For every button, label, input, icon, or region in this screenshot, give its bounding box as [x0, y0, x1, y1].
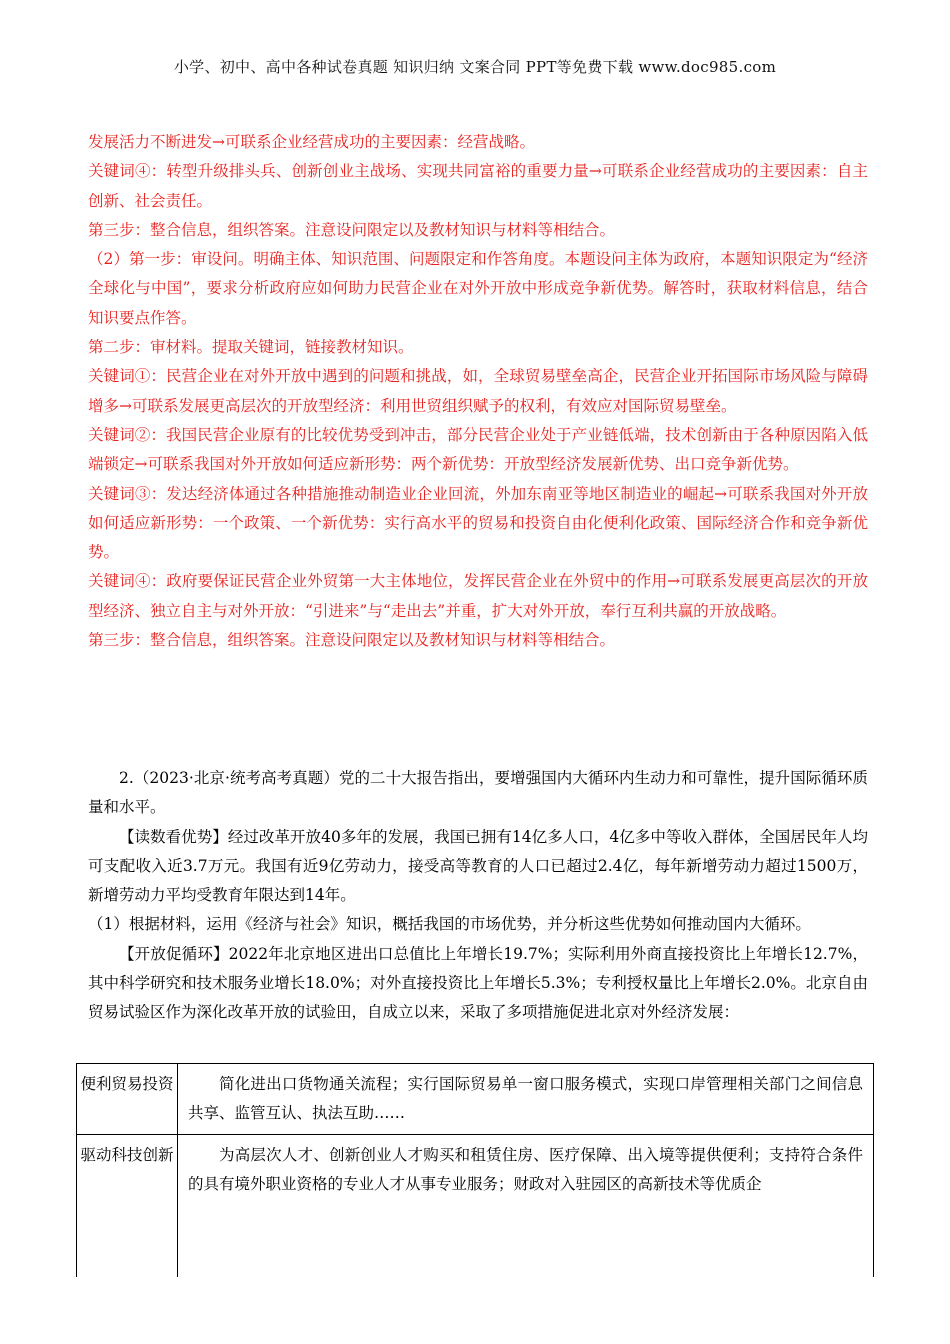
analysis-line: （2）第一步：审设问。明确主体、知识范围、问题限定和作答角度。本题设问主体为政府，本题知识限定为“经济全球化与中国”，要求分析政府应如何助力民营企业在对外开放中形成竞争新优势。解答时，获取材料信息，结合知识要点作答。 [88, 250, 868, 327]
table-row [77, 1135, 874, 1277]
analysis-line: 关键词④：转型升级排头兵、创新创业主战场、实现共同富裕的重要力量→可联系企业经营成功的主要因素：自主创新、社会责任。 [88, 162, 868, 210]
analysis-line: 发展活力不断进发→可联系企业经营成功的主要因素：经营战略。 [88, 133, 535, 151]
analysis-line: 第二步：审材料。提取关键词，链接教材知识。 [88, 338, 414, 357]
question-intro: 2.（2023·北京·统考高考真题）党的二十大报告指出，要增强国内大循环内生动力和可靠性，提升国际循环质量和水平。 [88, 769, 868, 817]
page-header: 小学、初中、高中各种试卷真题 知识归纳 文案合同 PPT等免费下载 www.doc985.com [173, 58, 777, 76]
row-label: 驱动科技创新 [77, 1135, 178, 1277]
analysis-line: 关键词②：我国民营企业原有的比较优势受到冲击，部分民营企业处于产业链低端，技术创新由于各种原因陷入低端锁定→可联系我国对外开放如何适应新形势：两个新优势：开放型经济发展新优势、出口竞争新优势。 [88, 425, 868, 474]
row-label: 便利贸易投资 [77, 1064, 178, 1135]
question-2 [88, 764, 868, 1028]
material-paragraph-2: 【开放促循环】2022年北京地区进出口总值比上年增长19.7%；实际利用外商直接投资比上年增长12.7%，其中科学研究和技术服务业增长18.0%；对外直接投资比上年增长5.3%；专利授权量比上年增长2.0%。北京自由贸易试验区作为深化改革开放的试验田，自成立以来，采取了多项措施促进北京对外经济发展： [88, 944, 868, 1022]
analysis-line: 关键词④：政府要保证民营企业外贸第一大主体地位，发挥民营企业在外贸中的作用→可联系发展更高层次的开放型经济、独立自主与对外开放：“引进来”与“走出去”并重，扩大对外开放，奉行互利共赢的开放战略。 [88, 572, 868, 620]
analysis-line: 第三步：整合信息，组织答案。注意设问限定以及教材知识与材料等相结合。 [88, 220, 616, 239]
answer-analysis [88, 128, 868, 655]
material-paragraph-1: 【读数看优势】经过改革开放40多年的发展，我国已拥有14亿多人口，4亿多中等收入群体，全国居民年人均可支配收入近3.7万元。我国有近9亿劳动力，接受高等教育的人口已超过2.4亿，每年新增劳动力超过1500万，新增劳动力平均受教育年限达到14年。 [88, 827, 868, 905]
row-content: 为高层次人才、创新创业人才购买和租赁住房、医疗保障、出入境等提供便利；支持符合条件的具有境外职业资格的专业人才从事专业服务；财政对入驻园区的高新技术等优质企 [178, 1135, 874, 1277]
policy-table [76, 1063, 874, 1277]
analysis-line: 关键词③：发达经济体通过各种措施推动制造业企业回流，外加东南亚等地区制造业的崛起→可联系我国对外开放如何适应新形势：一个政策、一个新优势：实行高水平的贸易和投资自由化便利化政策、国际经济合作和竞争新优势。 [88, 484, 868, 562]
analysis-line: 关键词①：民营企业在对外开放中遇到的问题和挑战，如，全球贸易壁垒高企，民营企业开拓国际市场风险与障碍增多→可联系发展更高层次的开放型经济：利用世贸组织赋予的权利，有效应对国际贸易壁垒。 [88, 367, 868, 415]
row-content: 简化进出口货物通关流程；实行国际贸易单一窗口服务模式，实现口岸管理相关部门之间信息共享、监管互认、执法互助…… [178, 1064, 874, 1135]
analysis-line: 第三步：整合信息，组织答案。注意设问限定以及教材知识与材料等相结合。 [88, 631, 616, 650]
sub-question-1: （1）根据材料，运用《经济与社会》知识，概括我国的市场优势，并分析这些优势如何推动国内大循环。 [88, 915, 811, 934]
table-row [77, 1064, 874, 1135]
